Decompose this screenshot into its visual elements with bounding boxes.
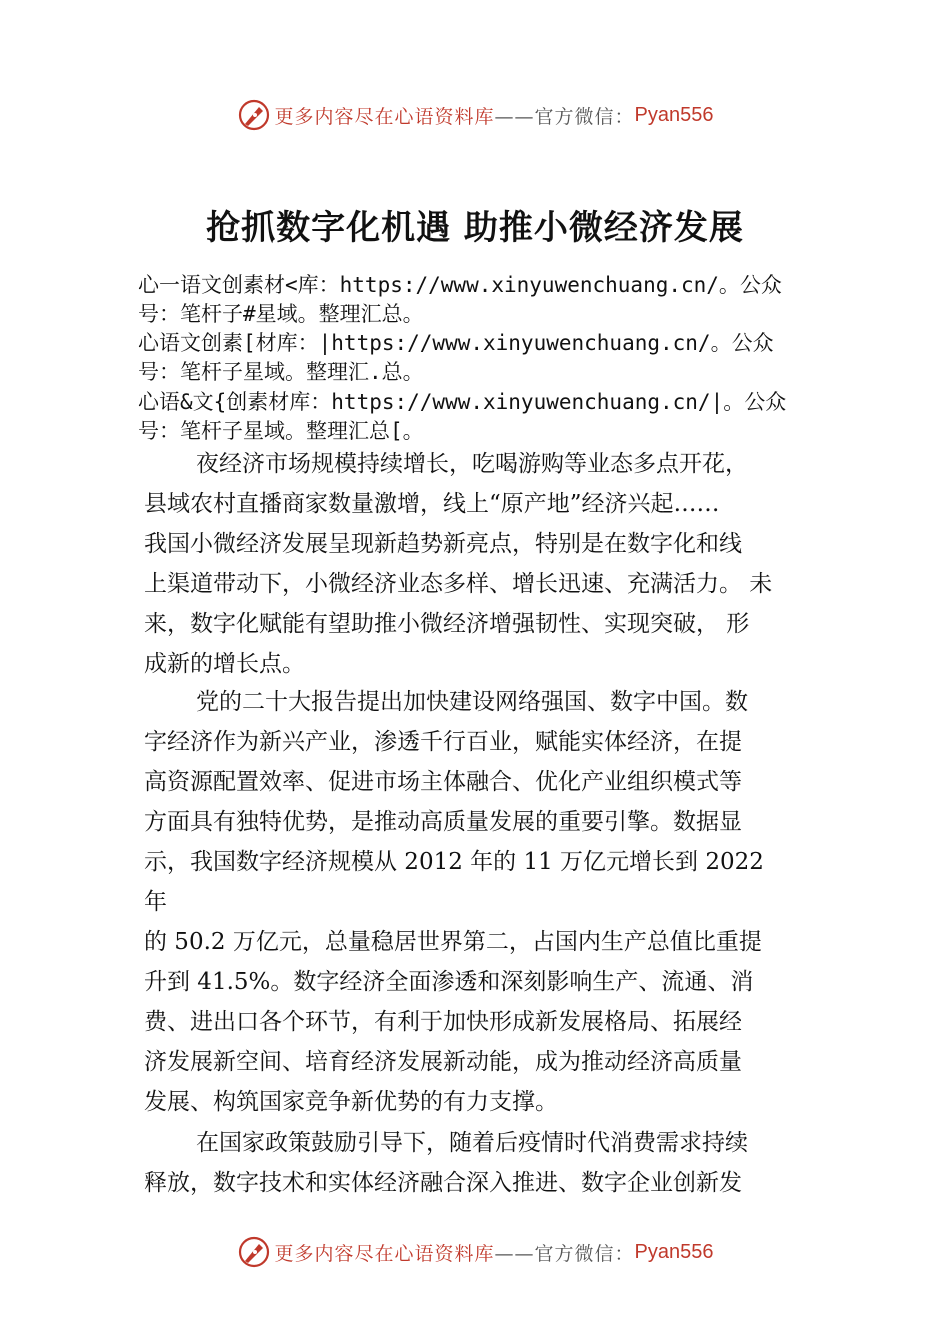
source-line: 心语文创素[材库：|https://www.xinyuwenchuang.cn/。公众 (138, 331, 774, 355)
paragraph-line: 县域农村直播商家数量激增，线上“原产地”经济兴起…… (144, 491, 720, 517)
pen-nib-circle-icon (237, 98, 271, 132)
paragraph-line: 年 (144, 889, 167, 915)
paragraph-line: 升到 41.5%。数字经济全面渗透和深刻影响生产、流通、消 (144, 969, 754, 995)
paragraph-line: 示，我国数字经济规模从 2012 年的 11 万亿元增长到 2022 (144, 849, 764, 875)
page-title: 抢抓数字化机遇 助推小微经济发展 (206, 208, 744, 248)
paragraph-line: 党的二十大报告提出加快建设网络强国、数字中国。数 (196, 689, 748, 715)
banner-main-text: 更多内容尽在心语资料库 (274, 105, 495, 128)
banner-main-text: 更多内容尽在心语资料库 (274, 1242, 495, 1265)
header-banner (0, 95, 950, 135)
paragraph-line: 夜经济市场规模持续增长，吃喝游购等业态多点开花， (196, 451, 748, 477)
paragraph-line: 费、进出口各个环节，有利于加快形成新发展格局、拓展经 (144, 1009, 742, 1035)
source-line: 心语&文{创素材库：https://www.xinyuwenchuang.cn/|。公众 (138, 390, 787, 414)
source-line: 号：笔杆子星域。整理汇.总。 (138, 360, 424, 384)
source-line: 号：笔杆子星域。整理汇总[。 (138, 419, 424, 443)
paragraph-line: 的 50.2 万亿元，总量稳居世界第二，占国内生产总值比重提 (144, 929, 762, 955)
paragraph-line: 在国家政策鼓励引导下，随着后疫情时代消费需求持续 (196, 1130, 748, 1156)
paragraph-line: 释放，数字技术和实体经济融合深入推进、数字企业创新发 (144, 1170, 742, 1196)
banner-separator-text: ——官方微信： (494, 1242, 635, 1265)
body-paragraph-1 (144, 444, 824, 684)
paragraph-line: 我国小微经济发展呈现新趋势新亮点，特别是在数字化和线 (144, 531, 742, 557)
paragraph-line: 上渠道带动下，小微经济业态多样、增长迅速、充满活力。 未 (144, 571, 773, 597)
paragraph-line: 字经济作为新兴产业，渗透千行百业，赋能实体经济，在提 (144, 729, 742, 755)
paragraph-line: 发展、构筑国家竞争新优势的有力支撑。 (144, 1089, 558, 1115)
banner-wechat-id: Pyan556 (634, 103, 714, 126)
body-paragraph-2 (144, 682, 824, 1122)
paragraph-line: 方面具有独特优势，是推动高质量发展的重要引擎。数据显 (144, 809, 742, 835)
paragraph-line: 高资源配置效率、促进市场主体融合、优化产业组织模式等 (144, 769, 742, 795)
paragraph-line: 济发展新空间、培育经济发展新动能，成为推动经济高质量 (144, 1049, 742, 1075)
footer-banner (0, 1232, 950, 1272)
body-paragraph-3 (144, 1123, 824, 1203)
banner-separator-text: ——官方微信： (494, 105, 635, 128)
banner-wechat-id: Pyan556 (634, 1240, 714, 1263)
source-line: 心一语文创素材<库：https://www.xinyuwenchuang.cn/。公众 (138, 273, 782, 297)
paragraph-line: 成新的增长点。 (144, 651, 305, 677)
source-line: 号：笔杆子#星域。整理汇总。 (138, 302, 424, 326)
paragraph-line: 来，数字化赋能有望助推小微经济增强韧性、实现突破， 形 (144, 611, 750, 637)
pen-nib-circle-icon (237, 1235, 271, 1269)
